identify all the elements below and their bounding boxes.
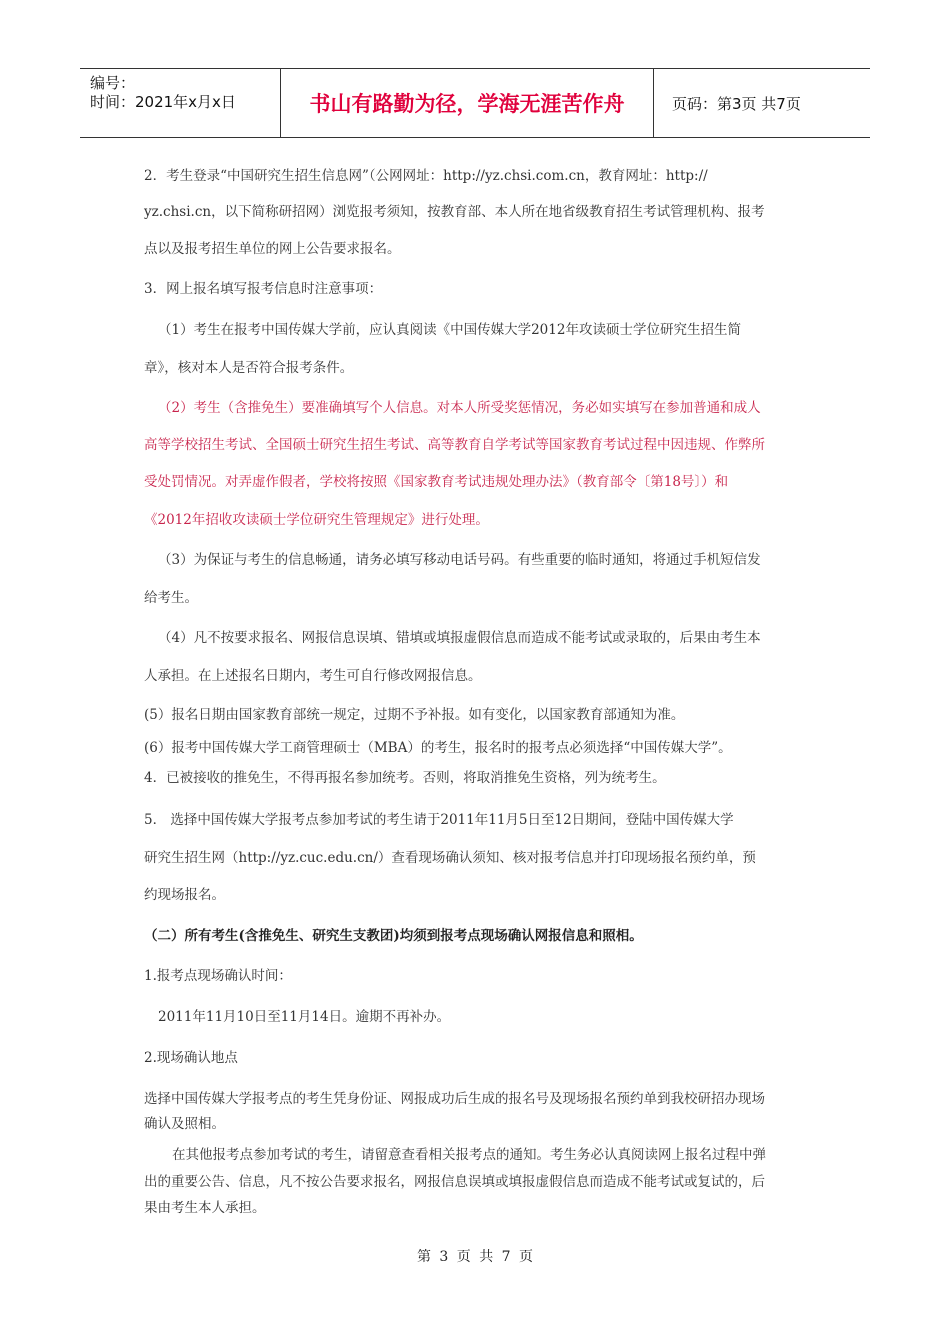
body-line: 2011年11月10日至11月14日。逾期不再补办。 [158,1009,451,1025]
body-line: 确认及照相。 [144,1116,225,1132]
body-line: 选择中国传媒大学报考点的考生凭身份证、网报成功后生成的报名号及现场报名预约单到我校研招办现场 [144,1091,765,1107]
body-line: 在其他报考点参加考试的考生，请留意查看相关报考点的通知。考生务必认真阅读网上报名过程中弹 [172,1147,766,1163]
body-line: （4）凡不按要求报名、网报信息误填、错填或填报虚假信息而造成不能考试或录取的，后果由考生本 [158,630,761,646]
highlight-line: （2）考生（含推免生）要准确填写个人信息。对本人所受奖惩情况，务必如实填写在参加普通和成人 [158,400,761,416]
body-line: 1.报考点现场确认时间： [144,968,292,984]
body-line: 研究生招生网（http://yz.cuc.edu.cn/）查看现场确认须知、核对报考信息并打印现场报名预约单，预 [144,850,756,866]
body-line: 点以及报考招生单位的网上公告要求报名。 [144,241,401,257]
header-motto: 书山有路勤为径，学海无涯苦作舟 [281,69,654,137]
highlight-line: 《2012年招收攻读硕士学位研究生管理规定》进行处理。 [144,512,489,528]
body-line: 果由考生本人承担。 [144,1200,266,1216]
body-line: 章》，核对本人是否符合报考条件。 [144,360,354,376]
body-line: （1）考生在报考中国传媒大学前，应认真阅读《中国传媒大学2012年攻读硕士学位研究生招生简 [158,322,741,338]
body-line: yz.chsi.cn，以下简称研招网）浏览报考须知，按教育部、本人所在地省级教育招生考试管理机构、报考 [144,204,765,220]
highlight-line: 高等学校招生考试、全国硕士研究生招生考试、高等教育自学考试等国家教育考试过程中因违规、作弊所 [144,437,765,453]
body-line: 人承担。在上述报名日期内，考生可自行修改网报信息。 [144,668,482,684]
header-page-info [664,69,870,137]
body-line: （3）为保证与考生的信息畅通，请务必填写移动电话号码。有些重要的临时通知，将通过手机短信发 [158,552,761,568]
body-line: 4．已被接收的推免生，不得再报名参加统考。否则，将取消推免生资格，列为统考生。 [144,770,666,786]
body-line: 3．网上报名填写报考信息时注意事项： [144,281,383,297]
highlight-line: 受处罚情况。对弄虚作假者，学校将按照《国家教育考试违规处理办法》（教育部令〔第18号〕）和 [144,474,729,490]
body-line: 出的重要公告、信息，凡不按公告要求报名，网报信息误填或填报虚假信息而造成不能考试或复试的，后 [144,1174,765,1190]
body-line: (5）报名日期由国家教育部统一规定，过期不予补报。如有变化，以国家教育部通知为准。 [144,707,685,723]
time-label: 时间：2021年x月x日 [90,93,236,111]
body-line: 给考生。 [144,590,198,606]
section-heading: （二）所有考生(含推免生、研究生支教团)均须到报考点现场确认网报信息和照相。 [144,928,643,944]
number-label: 编号： [90,74,136,92]
body-line: 5． 选择中国传媒大学报考点参加考试的考生请于2011年11月5日至12日期间，登陆中国传媒大学 [144,812,734,828]
body-line: 2.现场确认地点 [144,1050,238,1066]
header-meta [80,69,281,137]
body-line: 约现场报名。 [144,887,225,903]
body-line: 2．考生登录“中国研究生招生信息网”（公网网址：http://yz.chsi.com.cn，教育网址：http:// [144,168,708,184]
page-info-text: 页码：第3页 共7页 [672,94,801,113]
page-footer: 第 3 页 共 7 页 [416,1249,534,1265]
body-line: (6）报考中国传媒大学工商管理硕士（MBA）的考生，报名时的报考点必须选择“中国传媒大学”。 [144,740,732,756]
page-header [80,68,870,138]
